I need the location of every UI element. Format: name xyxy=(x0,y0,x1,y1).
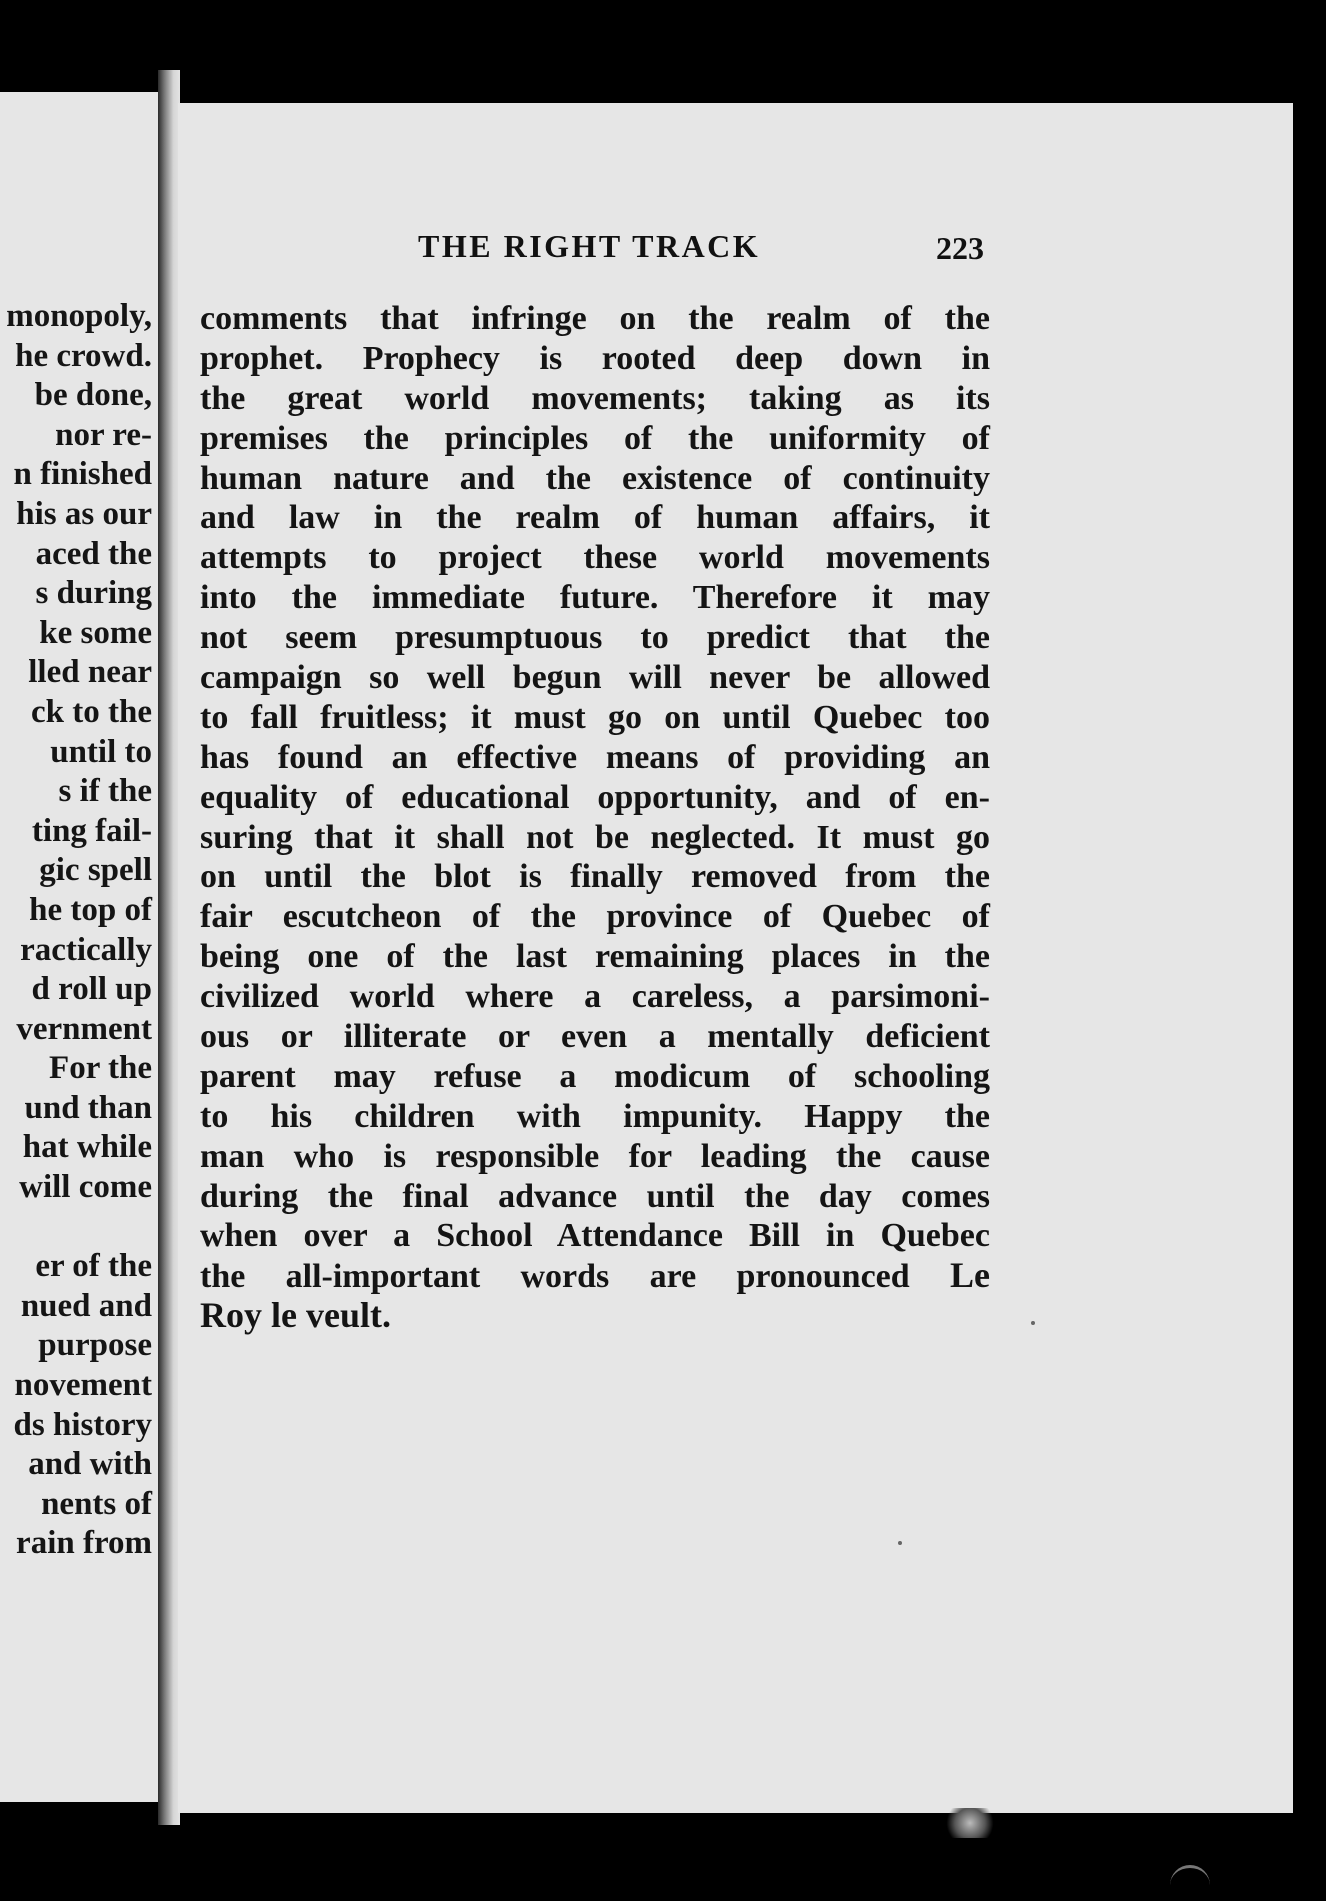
facing-line: gic spell xyxy=(39,852,152,889)
body-line-text: the all-important words are pronounced xyxy=(200,1258,910,1296)
book-spine xyxy=(158,70,180,1825)
facing-line: he top of xyxy=(29,891,152,928)
closing-phrase-start: Le xyxy=(950,1255,991,1296)
facing-line: ke some xyxy=(39,614,152,651)
facing-line: and with xyxy=(28,1446,152,1483)
body-line: has found an effective means of providing an xyxy=(200,738,990,776)
body-line-final xyxy=(200,1296,990,1336)
facing-line: be done, xyxy=(34,377,152,414)
facing-line: s if the xyxy=(58,773,152,810)
running-head xyxy=(178,228,1293,278)
body-line: not seem presumptuous to predict that the xyxy=(200,619,990,657)
body-line: equality of educational opportunity, and of en- xyxy=(200,778,990,816)
facing-line: vernment xyxy=(16,1010,152,1047)
body-line: to fall fruitless; it must go on until Quebec too xyxy=(200,698,990,736)
facing-line: hat while xyxy=(22,1129,152,1166)
body-line: civilized world where a careless, a parsimoni- xyxy=(200,978,990,1016)
body-line: comments that infringe on the realm of the xyxy=(200,300,990,337)
body-line: parent may refuse a modicum of schooling xyxy=(200,1057,990,1095)
running-title: THE RIGHT TRACK xyxy=(418,228,761,264)
facing-line: nents of xyxy=(41,1485,152,1522)
facing-line: n finished xyxy=(13,456,152,493)
facing-line: nued and xyxy=(20,1287,152,1324)
paper-speck xyxy=(898,1541,902,1545)
facing-line: For the xyxy=(49,1050,152,1087)
facing-line: d roll up xyxy=(31,971,152,1008)
facing-line: ds history xyxy=(13,1406,152,1443)
facing-line: rain from xyxy=(16,1525,152,1562)
facing-line: ting fail- xyxy=(31,812,152,849)
facing-line: will come xyxy=(19,1169,152,1206)
main-page xyxy=(178,103,1293,1813)
body-line: fair escutcheon of the province of Quebec of xyxy=(200,898,990,936)
body-line: human nature and the existence of continuity xyxy=(200,459,990,497)
facing-page-text xyxy=(0,297,152,1564)
facing-line: until to xyxy=(50,733,152,770)
facing-line: ractically xyxy=(20,931,152,968)
facing-line: monopoly, xyxy=(6,298,152,334)
facing-line: er of the xyxy=(35,1248,152,1285)
body-line-with-closing xyxy=(200,1256,990,1296)
closing-phrase-end: Roy le veult. xyxy=(200,1295,391,1336)
body-line: when over a School Attendance Bill in Quebec xyxy=(200,1217,990,1255)
body-paragraph xyxy=(200,299,990,1336)
body-line: to his children with impunity. Happy the xyxy=(200,1097,990,1135)
body-line: premises the principles of the uniformity of xyxy=(200,419,990,457)
facing-line xyxy=(0,1208,152,1248)
facing-line: lled near xyxy=(28,654,152,691)
body-line: being one of the last remaining places in the xyxy=(200,938,990,976)
facing-line: s during xyxy=(35,575,152,612)
facing-page xyxy=(0,92,160,1802)
facing-line: he crowd. xyxy=(15,337,152,374)
body-line: the great world movements; taking as its xyxy=(200,379,990,417)
body-line: prophet. Prophecy is rooted deep down in xyxy=(200,339,990,377)
body-line: ous or illiterate or even a mentally deficient xyxy=(200,1018,990,1056)
page-number: 223 xyxy=(936,230,984,266)
facing-line: his as our xyxy=(16,495,152,532)
facing-line: purpose xyxy=(38,1327,152,1364)
body-line: and law in the realm of human affairs, it xyxy=(200,499,990,537)
body-line: on until the blot is finally removed from the xyxy=(200,858,990,896)
body-line: into the immediate future. Therefore it may xyxy=(200,579,990,617)
facing-line: ck to the xyxy=(31,693,152,730)
scan-artifact xyxy=(940,1808,1000,1838)
body-line: attempts to project these world movements xyxy=(200,539,990,577)
body-line: during the final advance until the day comes xyxy=(200,1177,990,1215)
scan-artifact xyxy=(1170,1865,1210,1898)
body-line: suring that it shall not be neglected. It must go xyxy=(200,818,990,856)
facing-line: nor re- xyxy=(55,416,152,453)
paper-speck xyxy=(1031,1321,1035,1325)
facing-line: und than xyxy=(24,1089,152,1126)
facing-line: aced the xyxy=(35,535,152,572)
body-line: man who is responsible for leading the cause xyxy=(200,1137,990,1175)
body-line: campaign so well begun will never be allowed xyxy=(200,659,990,697)
facing-line: novement xyxy=(14,1367,152,1404)
